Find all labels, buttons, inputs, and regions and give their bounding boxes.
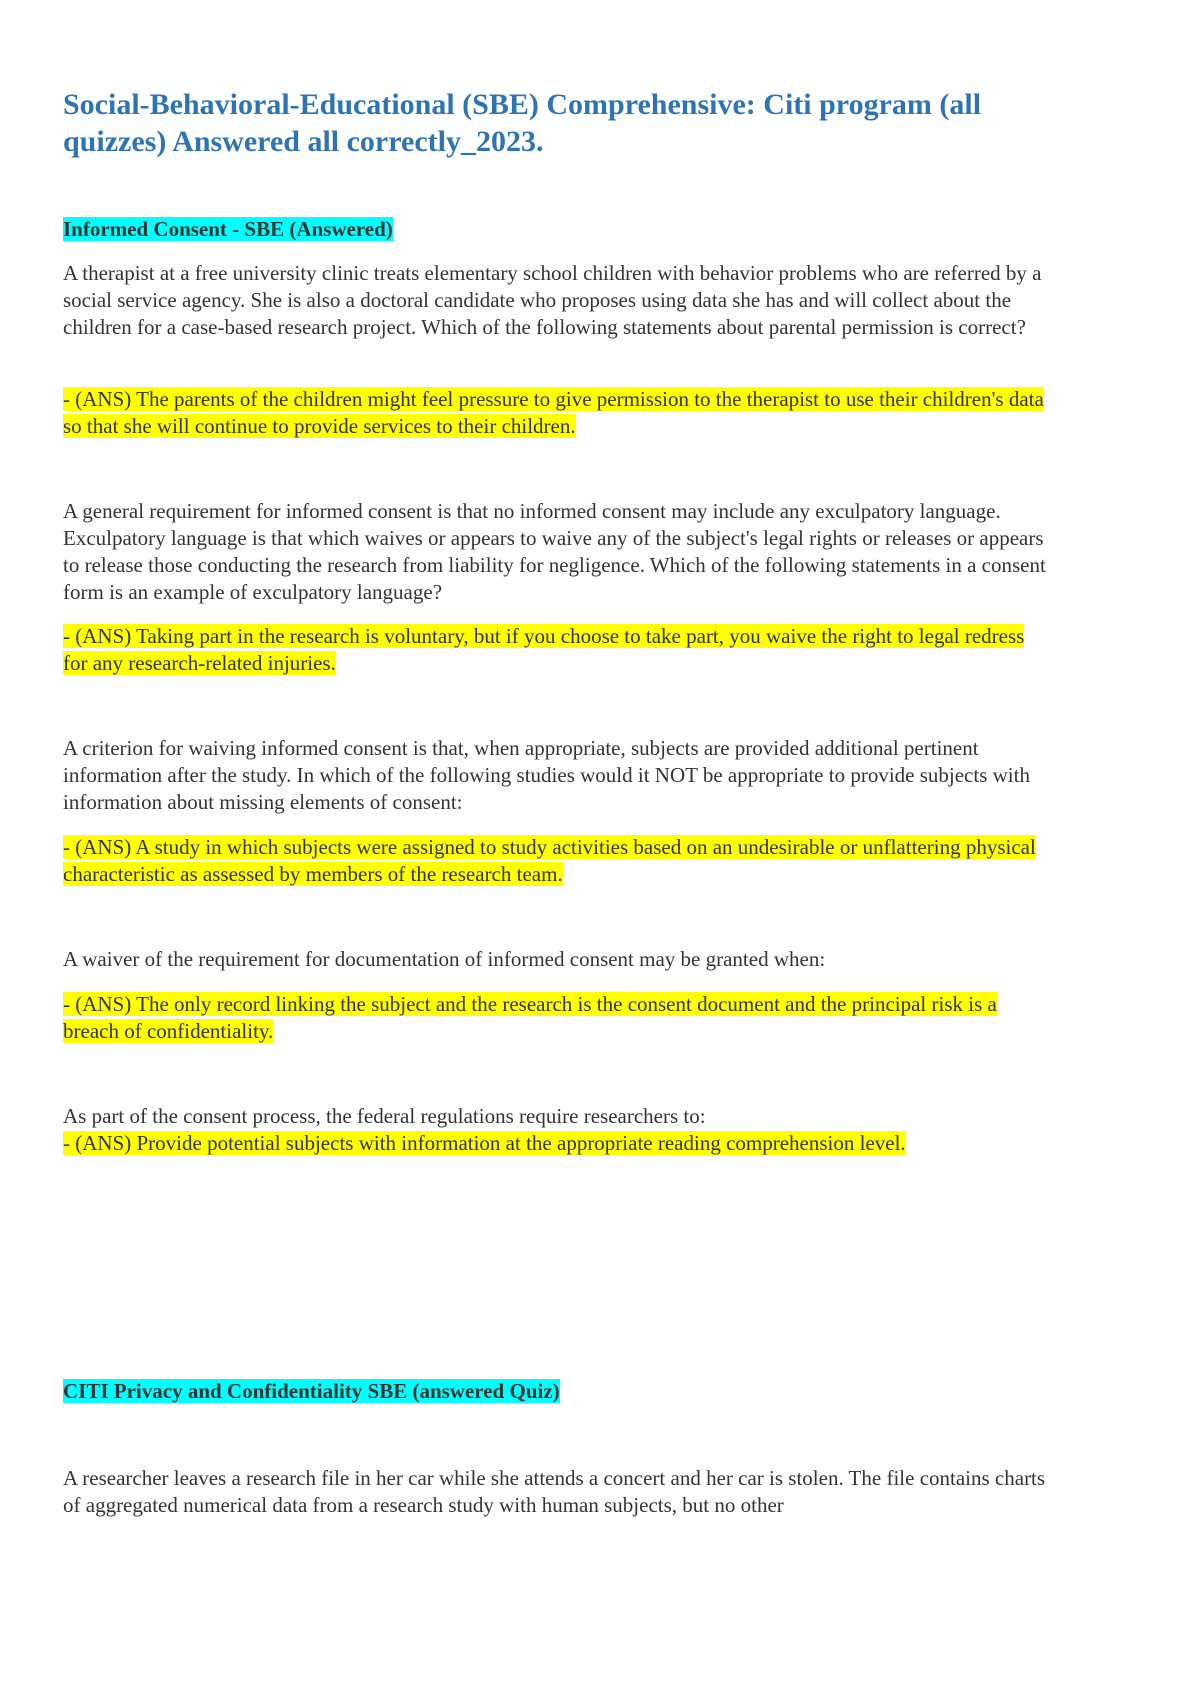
answer-text: - (ANS) The parents of the children might feel pressure to give permission to the therapist to use their children's data so that she will continue to provide services to their children. <box>63 387 1044 438</box>
answer-text: - (ANS) Taking part in the research is voluntary, but if you choose to take part, you waive the right to legal redress for any research-related injuries. <box>63 624 1025 675</box>
question-text: A criterion for waiving informed consent is that, when appropriate, subjects are provided additional pertinent information after the study. In which of the following studies would it NOT be appropriate to provide subjects with information about missing elements of consent: <box>63 736 1030 814</box>
question-text: A therapist at a free university clinic treats elementary school children with behavior problems who are referred by a social service agency. She is also a doctoral candidate who proposes using data she has and will collect about the children for a case-based research project. Which of the following statements about parental permission is correct? <box>63 261 1042 339</box>
question-text: A general requirement for informed consent is that no informed consent may include any exculpatory language. Exculpatory language is that which waives or appears to waive any of the subject's legal rights or releases or appears to release those conducting the research from liability for negligence. Which of the following statements in a consent form is an example of exculpatory language? <box>63 499 1046 604</box>
answer-text: - (ANS) Provide potential subjects with information at the appropriate reading comprehension level. <box>63 1131 906 1155</box>
question-text: As part of the consent process, the federal regulations require researchers to: <box>63 1104 706 1128</box>
answer-text: - (ANS) The only record linking the subject and the research is the consent document and the principal risk is a breach of confidentiality. <box>63 992 997 1043</box>
document-title: Social-Behavioral-Educational (SBE) Comprehensive: Citi program (all quizzes) Answered all correctly_2023. <box>63 88 982 158</box>
answer-text: - (ANS) A study in which subjects were assigned to study activities based on an undesirable or unflattering physical characteristic as assessed by members of the research team. <box>63 835 1036 886</box>
question-text: A waiver of the requirement for documentation of informed consent may be granted when: <box>63 947 826 971</box>
section-heading: Informed Consent - SBE (Answered) <box>63 217 393 241</box>
question-text: A researcher leaves a research file in her car while she attends a concert and her car is stolen. The file contains charts of aggregated numerical data from a research study with human subjects, but no other <box>63 1466 1046 1517</box>
section-heading: CITI Privacy and Confidentiality SBE (answered Quiz) <box>63 1379 560 1403</box>
